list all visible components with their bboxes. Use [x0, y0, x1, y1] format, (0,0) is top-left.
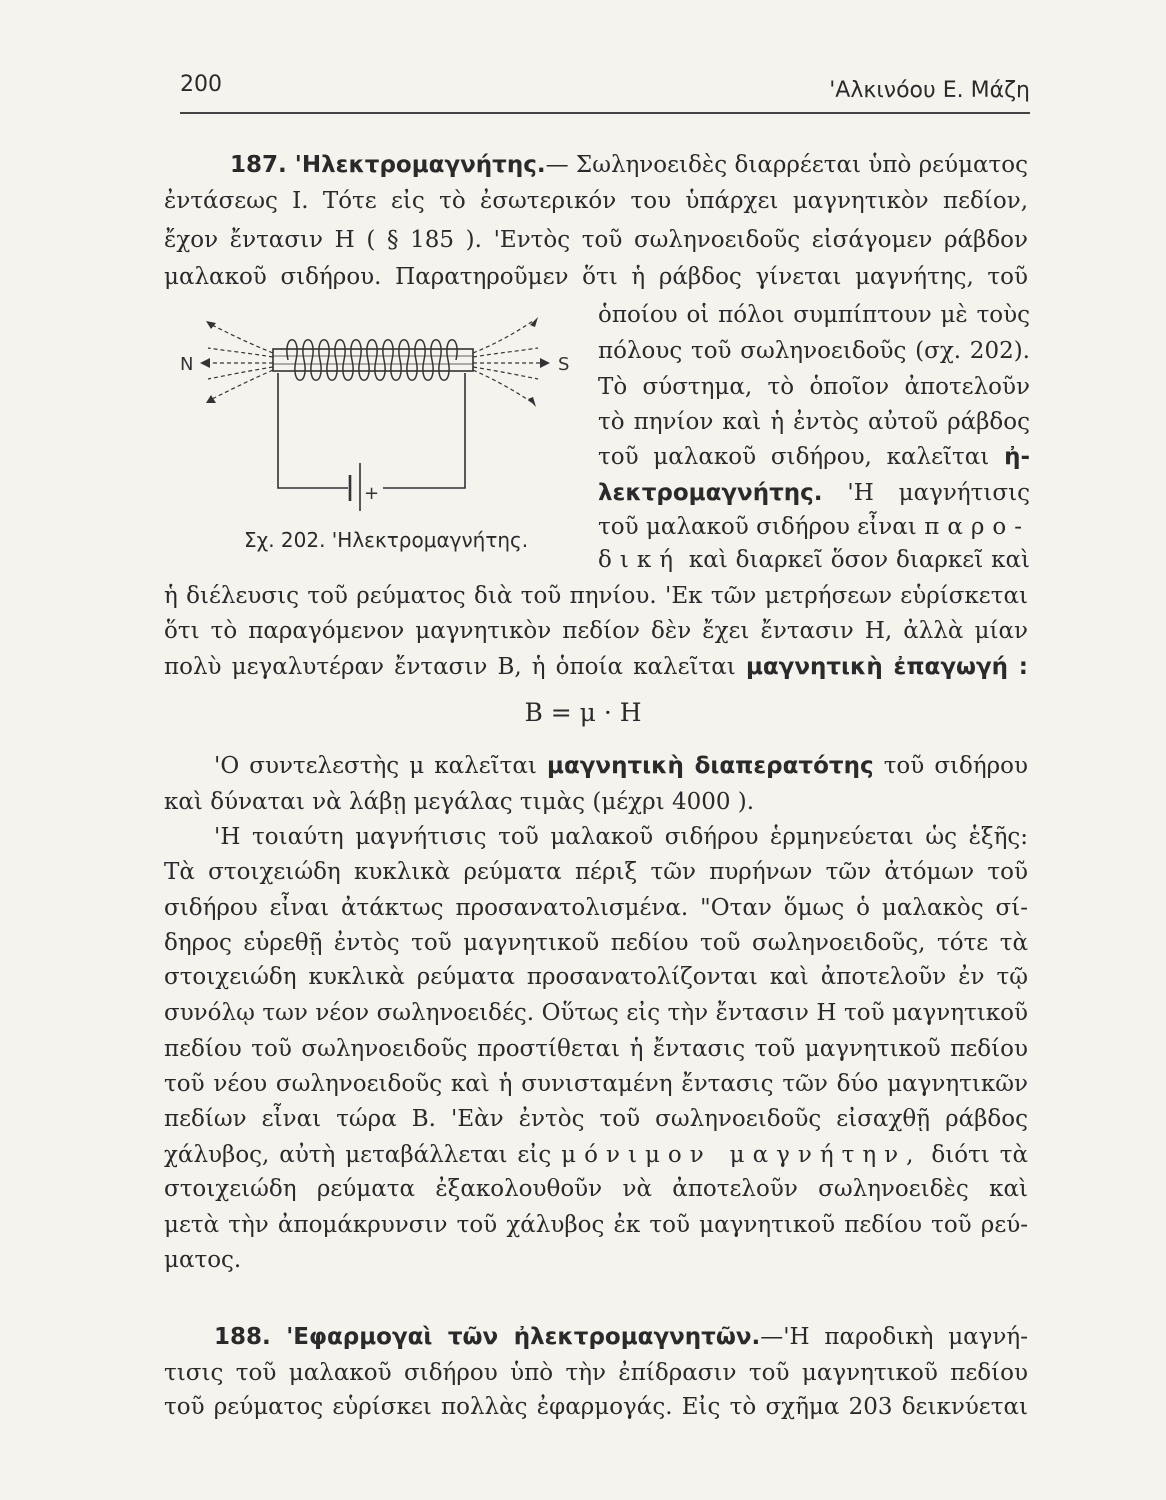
- section-187-line-4: μαλακοῦ σιδήρου. Παρατηροῦμεν ὅτι ἡ ράβδος γίνεται μαγνήτης, τοῦ: [164, 264, 1028, 290]
- formula: Β = μ · Η: [524, 698, 642, 727]
- paragraph-3-line-11: στοιχειώδη ρεύματα ἐξακολουθοῦν νὰ ἀποτελοῦν σωληνοειδὲς καὶ: [164, 1176, 1028, 1202]
- paragraph-3-line-12: μετὰ τὴν ἀπομάκρυνσιν τοῦ χάλυβος ἐκ τοῦ μαγνητικοῦ πεδίου τοῦ ρεύ-: [164, 1212, 1028, 1238]
- paragraph-3-line-13: ματος.: [164, 1247, 242, 1273]
- paragraph-3-line-3: σιδήρου εἶναι ἀτάκτως προσανατολισμένα. "Οταν ὅμως ὁ μαλακὸς σί-: [164, 895, 1028, 921]
- section-187-line-1: 187. 'Ηλεκτρομαγνήτης.— Σωληνοειδὲς διαρρέεται ὑπὸ ρεύματος: [230, 152, 1028, 178]
- paragraph-3-line-5: στοιχειώδη κυκλικὰ ρεύματα προσανατολίζονται καὶ ἀποτελοῦν ἐν τῷ: [164, 964, 1028, 990]
- paragraph-3-line-4: δηρος εὑρεθῇ ἐντὸς τοῦ μαγνητικοῦ πεδίου τοῦ σωληνοειδοῦς, τότε τὰ: [164, 930, 1028, 956]
- header-rule: [180, 112, 1030, 114]
- page-number: 200: [180, 72, 222, 97]
- electromagnet-figure: [178, 303, 578, 543]
- section-187-line-2: ἐντάσεως Ι. Τότε εἰς τὸ ἐσωτερικόν του ὑπάρχει μαγνητικὸν πεδίον,: [164, 188, 1028, 214]
- wrap-line-1: ὁποίου οἱ πόλοι συμπίπτουν μὲ τοὺς: [598, 302, 1030, 328]
- electromagnet-diagram: [178, 303, 578, 543]
- wrap-line-5: τοῦ μαλακοῦ σιδήρου, καλεῖται ἠ-: [598, 444, 1031, 470]
- wrap-line-8: δική καὶ διαρκεῖ ὅσον διαρκεῖ καὶ: [598, 547, 1030, 573]
- section-187-heading: 187. 'Ηλεκτρομαγνήτης.: [230, 152, 546, 178]
- wrap-line-6: λεκτρομαγνήτης. 'Η μαγνήτισις: [598, 480, 1030, 506]
- paragraph-2-line-1: 'Ο συντελεστὴς μ καλεῖται μαγνητικὴ διαπερατότης τοῦ σιδήρου: [214, 753, 1029, 779]
- north-pole-label: N: [180, 354, 194, 375]
- paragraph-3-line-7: πεδίου τοῦ σωληνοειδοῦς προστίθεται ἡ ἔντασις τοῦ μαγνητικοῦ πεδίου: [164, 1036, 1028, 1062]
- section-188-line-2: τισις τοῦ μαλακοῦ σιδήρου ὑπὸ τὴν ἐπίδρασιν τοῦ μαγνητικοῦ πεδίου: [164, 1360, 1028, 1386]
- section-187-line-7: πολὺ μεγαλυτέραν ἔντασιν Β, ἡ ὁποία καλεῖται μαγνητικὴ ἐπαγωγή :: [164, 654, 1029, 680]
- paragraph-2-line-2: καὶ δύναται νὰ λάβῃ μεγάλας τιμὰς (μέχρι 4000 ).: [164, 789, 755, 815]
- paragraph-3-line-10: χάλυβος, αὐτὴ μεταβάλλεται εἰς μόνιμον μαγνήτην, διότι τὰ: [164, 1142, 1029, 1168]
- battery-plus-label: +: [364, 483, 380, 504]
- section-187-line-5: ἡ διέλευσις τοῦ ρεύματος διὰ τοῦ πηνίου. 'Εκ τῶν μετρήσεων εὑρίσκεται: [164, 583, 1028, 609]
- paragraph-3-line-8: τοῦ νέου σωληνοειδοῦς καὶ ἡ συνισταμένη ἔντασις τῶν δύο μαγνητικῶν: [164, 1071, 1028, 1097]
- wrap-line-4: τὸ πηνίον καὶ ἡ ἐντὸς αὐτοῦ ράβδος: [598, 409, 1030, 435]
- paragraph-3-line-6: συνόλῳ των νέον σωληνοειδές. Οὕτως εἰς τὴν ἔντασιν Η τοῦ μαγνητικοῦ: [164, 1000, 1028, 1026]
- section-187-line-3: ἔχον ἔντασιν Η ( § 185 ). 'Εντὸς τοῦ σωληνοειδοῦς εἰσάγομεν ράβδον: [164, 227, 1028, 253]
- running-head: 'Αλκινόου Ε. Μάζη: [829, 78, 1030, 103]
- wrap-line-2: πόλους τοῦ σωληνοειδοῦς (σχ. 202).: [598, 338, 1030, 364]
- paragraph-3-line-9: πεδίων εἶναι τώρα Β. 'Εὰν ἐντὸς τοῦ σωληνοειδοῦς εἰσαχθῇ ράβδος: [164, 1106, 1028, 1132]
- figure-caption: Σχ. 202. 'Ηλεκτρομαγνήτης.: [244, 528, 529, 552]
- section-187-line-6: ὅτι τὸ παραγόμενον μαγνητικὸν πεδίον δὲν ἔχει ἔντασιν Η, ἀλλὰ μίαν: [164, 618, 1028, 644]
- section-188-heading: 188. 'Εφαρμογαὶ τῶν ἠλεκτρομαγνητῶν.: [214, 1324, 761, 1350]
- section-188-line-3: τοῦ ρεύματος εὑρίσκει πολλὰς ἐφαρμογάς. Εἰς τὸ σχῆμα 203 δεικνύεται: [164, 1394, 1028, 1420]
- section-188-line-1: 188. 'Εφαρμογαὶ τῶν ἠλεκτρομαγνητῶν.—'Η παροδικὴ μαγνή-: [214, 1324, 1028, 1350]
- south-pole-label: S: [558, 354, 570, 375]
- paragraph-3-line-2: Τὰ στοιχειώδη κυκλικὰ ρεύματα πέριξ τῶν πυρήνων τῶν ἀτόμων τοῦ: [164, 859, 1028, 885]
- wrap-line-7: τοῦ μαλακοῦ σιδήρου εἶναι παρο-: [598, 514, 1030, 540]
- paragraph-3-line-1: 'Η τοιαύτη μαγνήτισις τοῦ μαλακοῦ σιδήρου ἑρμηνεύεται ὡς ἑξῆς:: [214, 824, 1028, 850]
- wrap-line-3: Τὸ σύστημα, τὸ ὁποῖον ἀποτελοῦν: [598, 374, 1030, 400]
